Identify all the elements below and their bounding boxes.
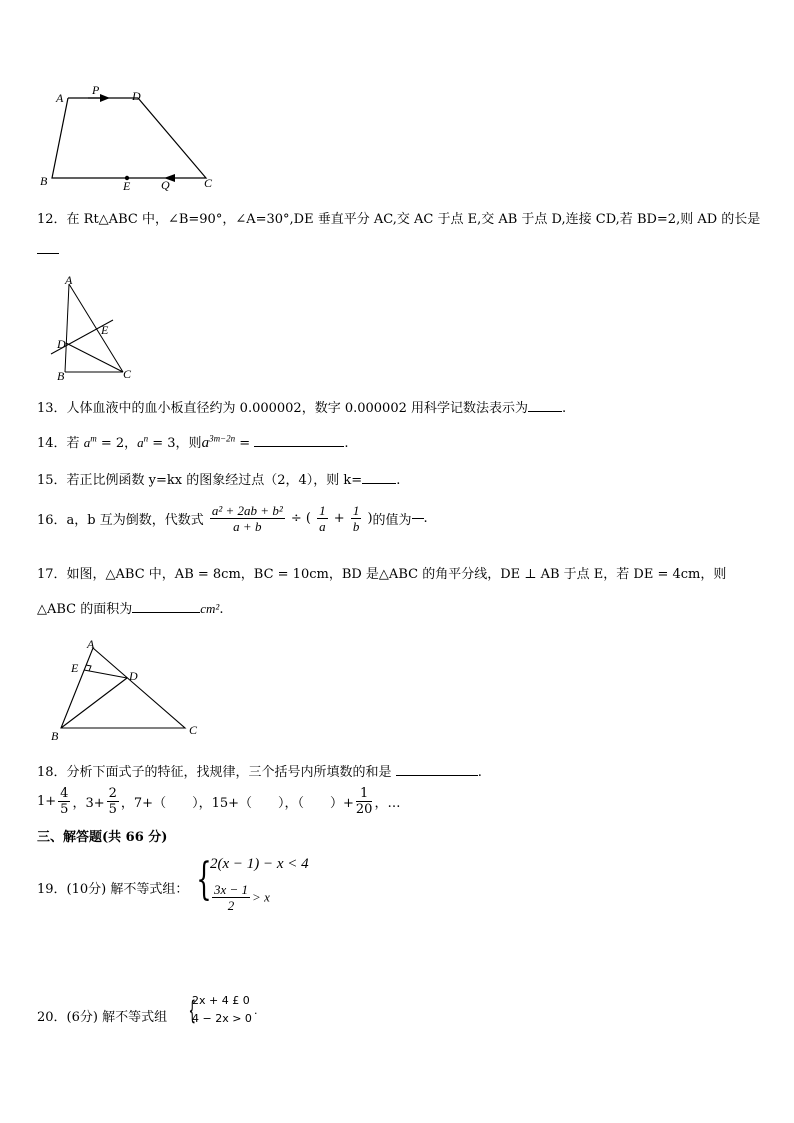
- question-18-series: [37, 786, 400, 817]
- q20-brace: {: [188, 996, 196, 1026]
- label-d: D: [132, 89, 141, 103]
- q16-fraction-1: [317, 503, 328, 534]
- q16-blank: [412, 518, 424, 519]
- q19-l2r: > x: [252, 889, 270, 905]
- q16-d2: b: [352, 519, 360, 534]
- q20-end: .: [254, 1004, 258, 1017]
- q14-eq1: = 2，: [96, 436, 138, 451]
- label-b: B: [40, 174, 48, 188]
- q18-text: 18．分析下面式子的特征，找规律，三个括号内所填数的和是: [37, 765, 392, 780]
- label-p: P: [92, 83, 100, 97]
- q17-end: .: [219, 602, 224, 617]
- arrow-p-icon: [100, 94, 110, 102]
- q16-n2: 1: [352, 503, 360, 518]
- q14-a3: a: [201, 435, 210, 451]
- question-20: [37, 1006, 167, 1025]
- q18-f1d: 5: [60, 802, 69, 817]
- label-e: E: [71, 661, 79, 675]
- question-19: [37, 878, 188, 897]
- q14-a1: a: [83, 435, 91, 450]
- q17-unit: cm²: [200, 601, 220, 616]
- label-c: C: [123, 367, 132, 381]
- q18-s1: 1+: [37, 794, 57, 809]
- q15-blank: [362, 483, 396, 484]
- q16-close: ): [367, 511, 373, 526]
- q14-n: n: [143, 433, 149, 444]
- q18-f2n: 2: [108, 786, 117, 801]
- q14-exp: 3m−2n: [209, 433, 236, 444]
- label-c: C: [204, 176, 213, 190]
- q12-text: 12．在 Rt△ABC 中，∠B=90°，∠A=30°,DE 垂直平分 AC,交 AC 于点 E,交 AB 于点 D,连接 CD,若 BD=2,则 AD 的长是: [37, 212, 761, 227]
- q18-frac-3: [356, 786, 373, 817]
- q16-suffix: 的值为: [372, 513, 412, 528]
- label-e: E: [101, 323, 109, 337]
- q14-m: m: [90, 433, 97, 444]
- q14-eq2: = 3，则: [148, 436, 202, 451]
- q18-blank: [396, 775, 478, 776]
- q16-n1: 1: [319, 503, 326, 518]
- label-a: A: [56, 91, 64, 105]
- q16-d1: a: [319, 519, 326, 534]
- trapezoid-figure: [30, 80, 230, 192]
- q17-blank: [132, 612, 200, 613]
- q17-line1: 17．如图，△ABC 中，AB = 8cm，BC = 10cm，BD 是△ABC 的角平分线，DE ⊥ AB 于点 E，若 DE = 4cm，则: [37, 567, 727, 582]
- q18-frac-2: [107, 786, 119, 817]
- q14-a2: a: [137, 435, 144, 450]
- q20-line1: 2x + 4 £ 0: [192, 994, 250, 1007]
- question-17-line1: [37, 563, 726, 582]
- q19-frac: [212, 882, 250, 913]
- q18-s2: ，3+: [72, 796, 105, 811]
- q12-blank: [37, 252, 59, 254]
- section-3-title: 三、解答题(共 66 分): [37, 830, 168, 845]
- label-b: B: [51, 729, 59, 743]
- q18-s3: ，7+（ ），15+（ ），（ ）+: [120, 796, 354, 811]
- q19-line1: 2(x − 1) − x < 4: [210, 856, 309, 872]
- label-a: A: [65, 273, 73, 287]
- q16-op: ÷ (: [290, 511, 311, 526]
- q18-f3n: 1: [356, 786, 373, 802]
- label-d: D: [57, 337, 66, 351]
- q19-l2n: 3x − 1: [214, 882, 249, 897]
- label-a: A: [87, 637, 95, 651]
- q16-fraction-main: [210, 503, 285, 534]
- q18-f2d: 5: [108, 802, 117, 817]
- q18-f1n: 4: [60, 786, 69, 801]
- question-16: 16．a，b 互为倒数，代数式 $\frac{\text{a² + 2ab + b²}}{a + b}$ ÷ ( $\frac{1}{a}$ + $\frac{1}{b}$ )的值为 .: [37, 503, 428, 534]
- q14-prefix: 14．若: [37, 436, 80, 451]
- q19-line2: [210, 882, 270, 913]
- q13-text: 13．人体血液中的血小板直径约为 0.000002，数字 0.000002 用科学记数法表示为: [37, 401, 528, 416]
- question-13: 13．人体血液中的血小板直径约为 0.000002，数字 0.000002 用科学记数法表示为 .: [37, 401, 567, 416]
- triangle-figure-17: [45, 636, 215, 746]
- label-b: B: [57, 369, 65, 383]
- label-c: C: [189, 723, 198, 737]
- triangle-figure-12: [45, 272, 145, 384]
- question-15: 15．若正比例函数 y=kx 的图象经过点（2，4），则 k= .: [37, 473, 401, 488]
- label-q: Q: [161, 178, 170, 192]
- q19-brace: {: [196, 854, 212, 905]
- question-14: 14．若 $a^m = 2$，$a^n = 3$，则$a^{3m-2n}$ = .: [37, 433, 349, 451]
- label-e: E: [123, 179, 131, 192]
- q16-num: a² + 2ab + b²: [211, 503, 283, 518]
- question-12: [37, 208, 760, 227]
- q14-eq3: =: [235, 436, 255, 451]
- q18-frac-1: [58, 786, 70, 817]
- q15-text: 15．若正比例函数 y=kx 的图象经过点（2，4），则 k=: [37, 473, 363, 488]
- question-17-line2: [37, 598, 223, 617]
- q20-line2: 4 − 2x > 0: [192, 1012, 252, 1025]
- q18-f3d: 20: [355, 802, 373, 817]
- q18-s4: ，…: [374, 796, 401, 811]
- q19-l2d: 2: [227, 898, 235, 913]
- label-d: D: [129, 669, 138, 683]
- q14-blank: [254, 446, 344, 447]
- q16-prefix: 16．a，b 互为倒数，代数式: [37, 513, 204, 528]
- q19-label: 19．(10分) 解不等式组：: [37, 882, 189, 897]
- q13-blank: [528, 411, 562, 412]
- q20-label: 20．(6分) 解不等式组: [37, 1010, 168, 1025]
- q16-den: a + b: [233, 519, 262, 534]
- q16-fraction-2: [351, 503, 362, 534]
- q16-plus: +: [333, 511, 345, 526]
- q17-line2a: △ABC 的面积为: [37, 602, 133, 617]
- question-18: 18．分析下面式子的特征，找规律，三个括号内所填数的和是 .: [37, 765, 482, 780]
